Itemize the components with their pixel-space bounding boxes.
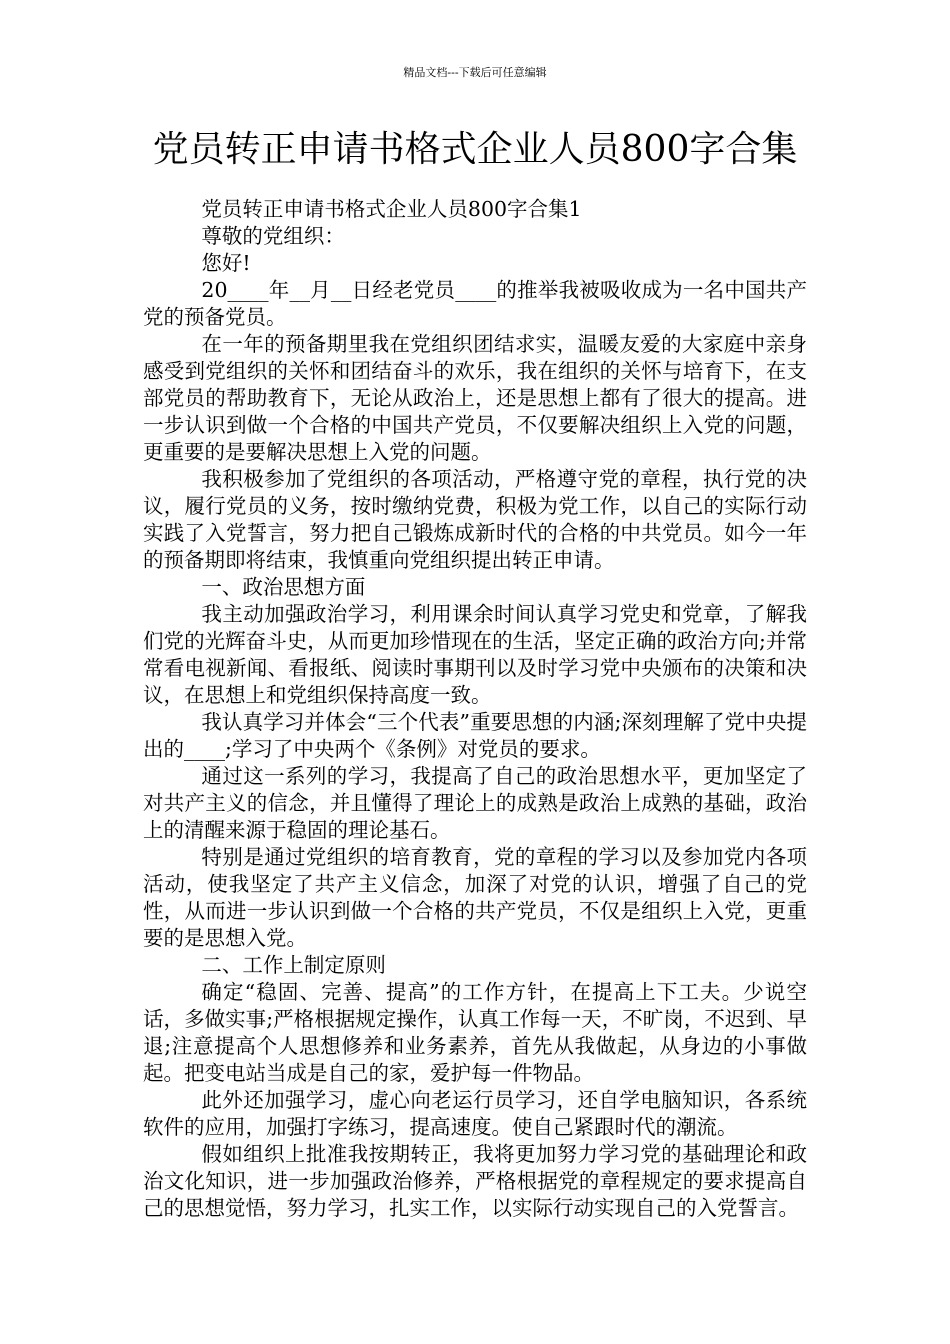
document-body [143,196,807,1222]
body-paragraph: 我主动加强政治学习，利用课余时间认真学习党史和党章，了解我们党的光辉奋斗史，从而更加珍惜现在的生活，坚定正确的政治方向;并常常看电视新闻、看报纸、阅读时事期刊以及时学习党中央颁布的决策和决议，在思想上和党组织保持高度一致。 [143,602,807,707]
body-paragraph: 我认真学习并体会“三个代表”重要思想的内涵;深刻理解了党中央提出的____;学习了中央两个《条例》对党员的要求。 [143,710,807,761]
greeting: 您好! [201,251,251,275]
body-paragraph: 在一年的预备期里我在党组织团结求实，温暖友爱的大家庭中亲身感受到党组织的关怀和团结奋斗的欢乐，我在组织的关怀与培育下，在支部党员的帮助教育下，无论从政治上，还是思想上都有了很大的提高。进一步认识到做一个合格的中国共产党员，不仅要解决组织上入党的问题，更重要的是要解决思想上入党的问题。 [143,332,807,464]
section-heading: 二、工作上制定原则 [201,953,386,977]
body-paragraph: 假如组织上批准我按期转正，我将更加努力学习党的基础理论和政治文化知识，进一步加强政治修养，严格根据党的章程规定的要求提高自己的思想觉悟，努力学习，扎实工作，以实际行动实现自己的入党誓言。 [143,1142,807,1220]
subtitle-paragraph: 党员转正申请书格式企业人员800字合集1 [201,197,582,221]
section-heading: 一、政治思想方面 [201,575,366,599]
salutation: 尊敬的党组织： [201,224,345,248]
body-paragraph: 我积极参加了党组织的各项活动，严格遵守党的章程，执行党的决议，履行党员的义务，按时缴纳党费，积极为党工作，以自己的实际行动实践了入党誓言，努力把自己锻炼成新时代的合格的中共党员。如今一年的预备期即将结束，我慎重向党组织提出转正申请。 [143,467,807,572]
header-note: 精品文档---下载后可任意编辑 [403,66,547,79]
document-title: 党员转正申请书格式企业人员800字合集 [152,129,798,170]
body-paragraph: 确定“稳固、完善、提高”的工作方针，在提高上下工夫。少说空话，多做实事;严格根据规定操作，认真工作每一天，不旷岗，不迟到、早退;注意提高个人思想修养和业务素养，首先从我做起，从身边的小事做起。把变电站当成是自己的家，爱护每一件物品。 [143,980,807,1085]
body-paragraph: 通过这一系列的学习，我提高了自己的政治思想水平，更加坚定了对共产主义的信念，并且懂得了理论上的成熟是政治上成熟的基础，政治上的清醒来源于稳固的理论基石。 [143,764,807,842]
body-paragraph: 20____年__月__日经老党员____的推举我被吸收成为一名中国共产党的预备党员。 [143,278,807,329]
body-paragraph: 此外还加强学习，虚心向老运行员学习，还自学电脑知识，各系统软件的应用，加强打字练习，提高速度。使自己紧跟时代的潮流。 [143,1088,807,1139]
body-paragraph: 特别是通过党组织的培育教育，党的章程的学习以及参加党内各项活动，使我坚定了共产主义信念，加深了对党的认识，增强了自己的党性，从而进一步认识到做一个合格的共产党员，不仅是组织上入党，更重要的是思想入党。 [143,845,807,950]
